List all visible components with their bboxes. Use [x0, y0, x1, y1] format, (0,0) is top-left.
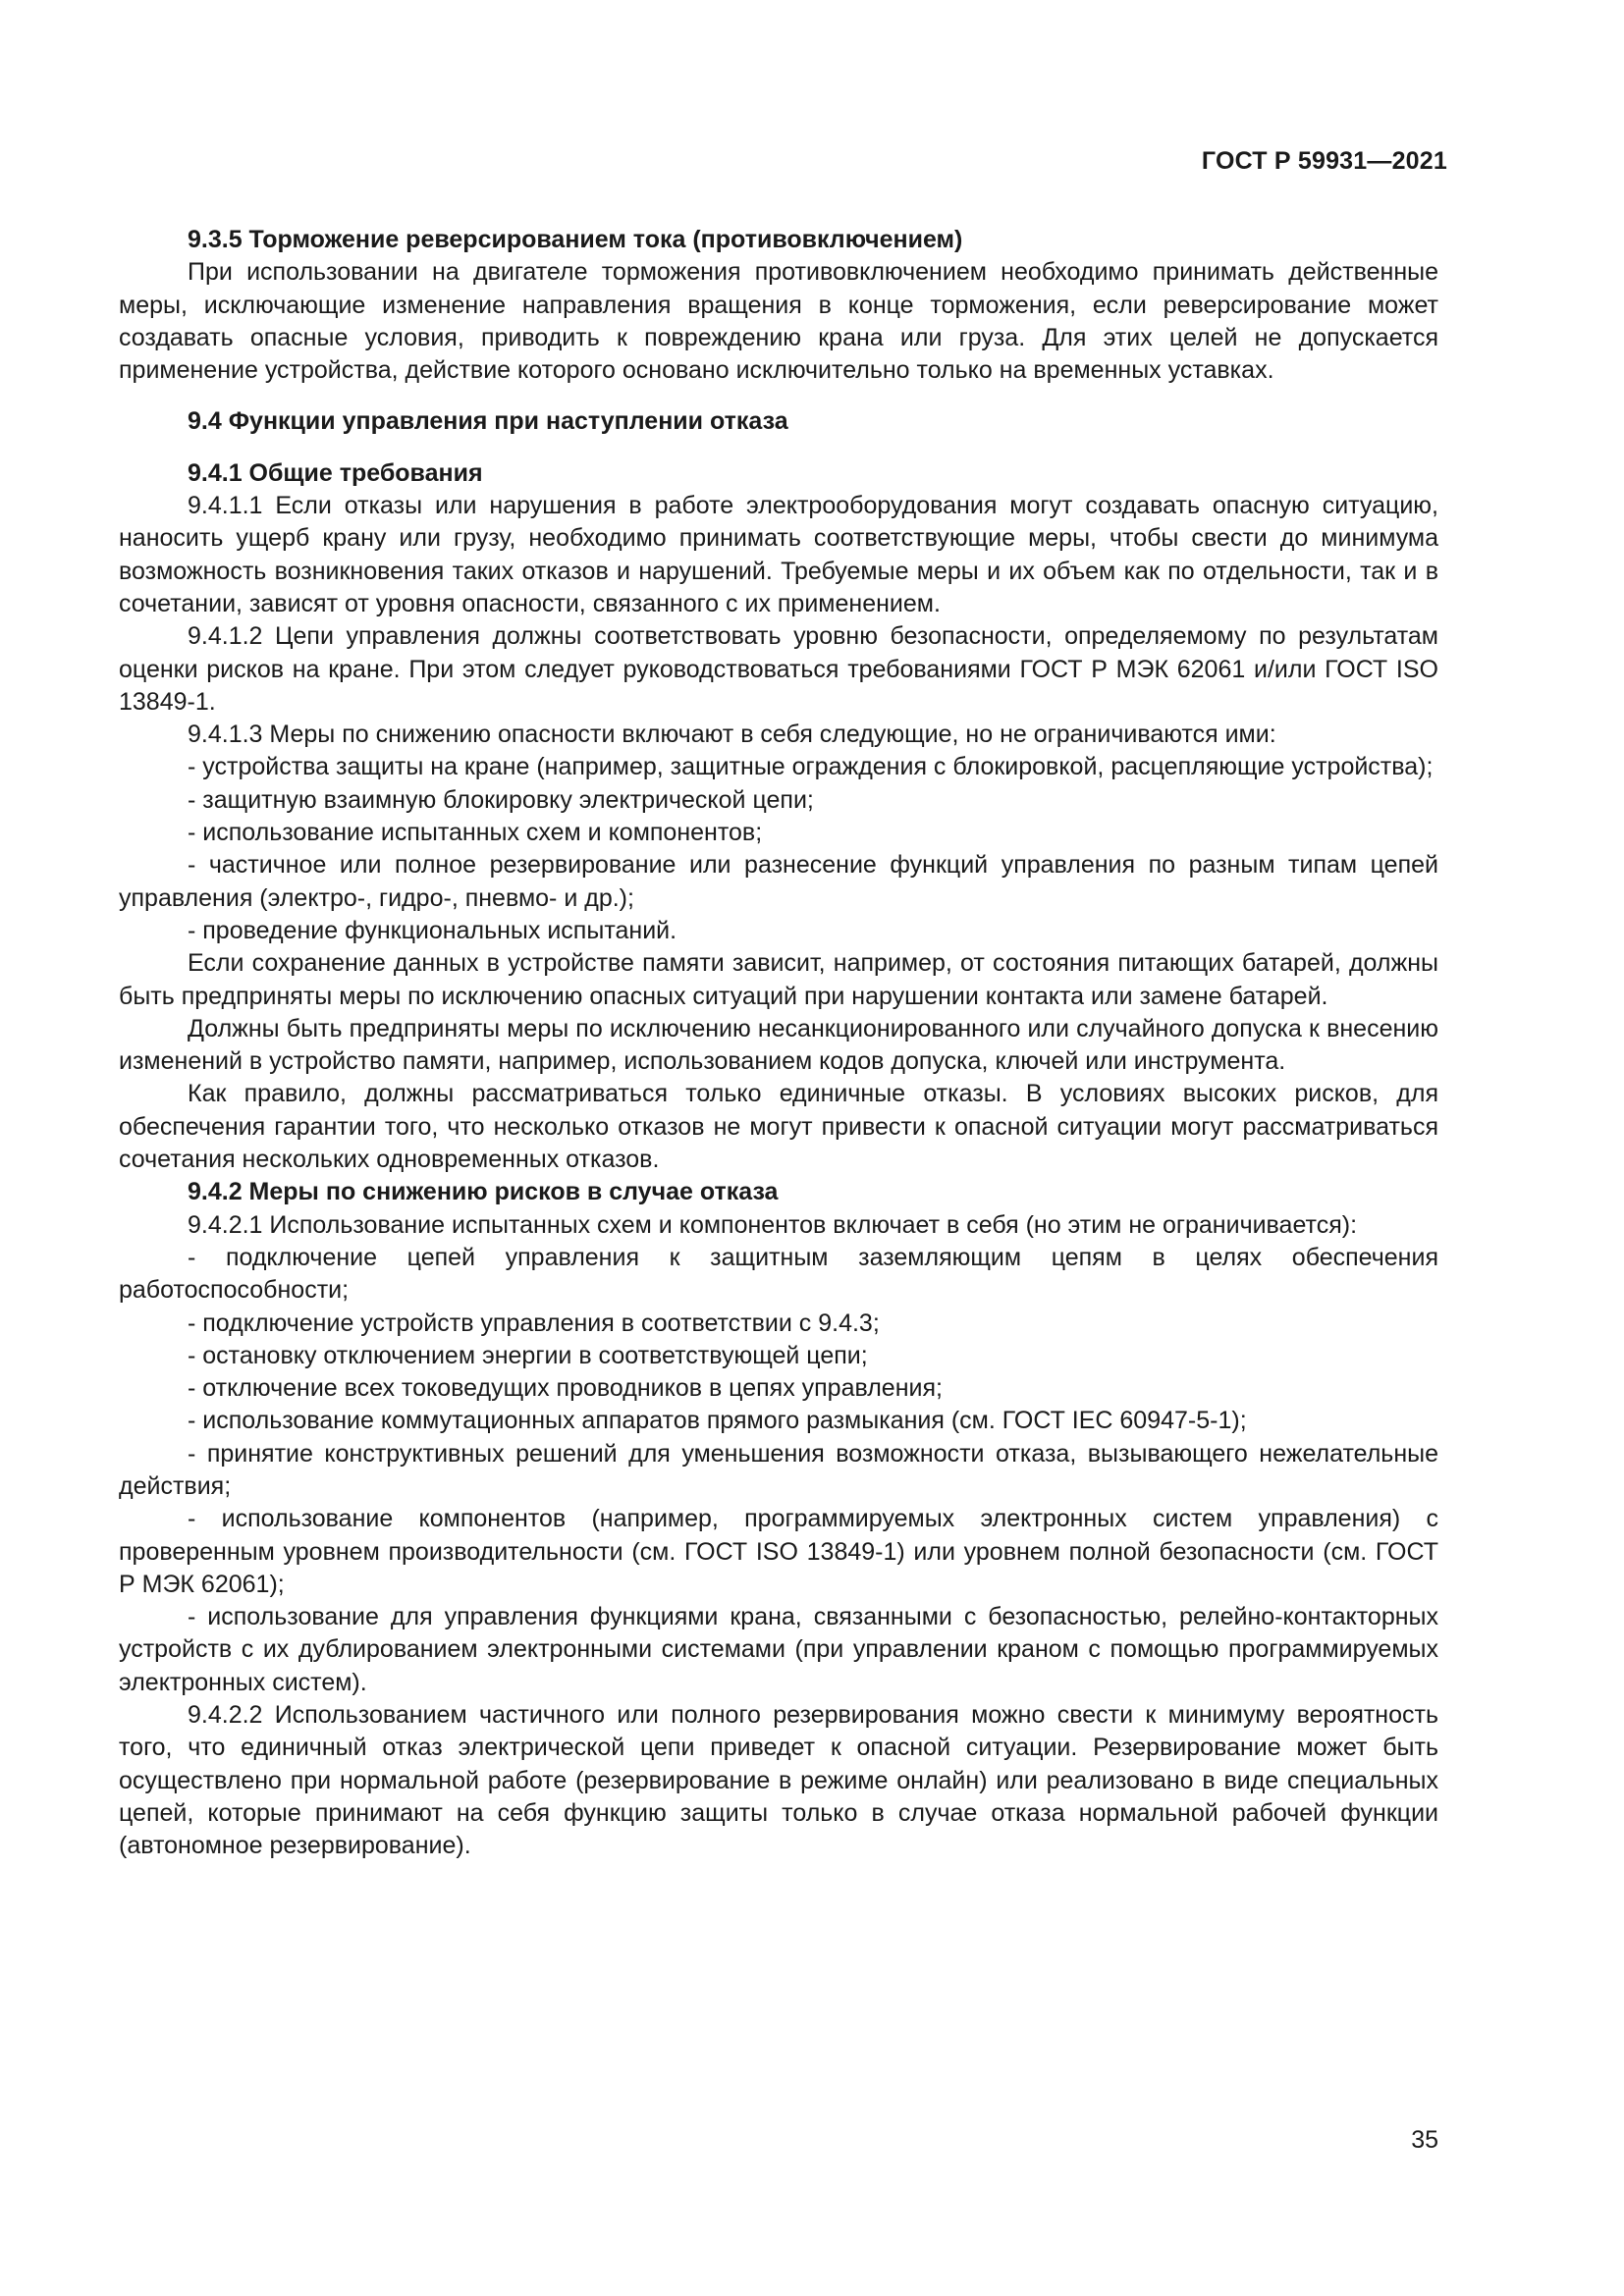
paragraph: При использовании на двигателе торможения противовключением необходимо принимать действенные меры, исключающие изменение направления вращения в конце торможения, если реверсирование может создавать опасные условия, приводить к повреждению крана или груза. Для этих целей не допускается применение устройства, действие которого основано исключительно только на временных уставках. [119, 258, 1438, 385]
paragraph: Как правило, должны рассматриваться только единичные отказы. В условиях высоких рисков, для обеспечения гарантии того, что несколько отказов не могут привести к опасной ситуации могут рассматриваться сочетания нескольких одновременных отказов. [119, 1080, 1438, 1174]
document-body [119, 224, 1438, 1863]
list-item: - использование испытанных схем и компонентов; [188, 819, 763, 847]
list-item: - использование компонентов (например, программируемых электронных систем управления) с проверенным уровнем производительности (см. ГОСТ ISO 13849-1) или уровнем полной безопасности (см. ГОСТ Р МЭК 62061); [119, 1505, 1438, 1598]
paragraph: 9.4.1.3 Меры по снижению опасности включают в себя следующие, но не ограничиваются ими: [188, 721, 1276, 749]
document-code-header: ГОСТ Р 59931—2021 [1201, 147, 1447, 175]
paragraph: 9.4.2.2 Использованием частичного или полного резервирования можно свести к минимуму вероятность того, что единичный отказ электрической цепи приведет к опасной ситуации. Резервирование может быть осуществлено при нормальной работе (резервирование в режиме онлайн) или реализовано в виде специальных цепей, которые принимают на себя функцию защиты только в случае отказа нормальной рабочей функции (автономное резервирование). [119, 1701, 1438, 1860]
section-heading-9-3-5: 9.3.5 Торможение реверсированием тока (противовключением) [188, 226, 963, 253]
list-item: - отключение всех токоведущих проводников в цепях управления; [188, 1374, 943, 1403]
paragraph: 9.4.2.1 Использование испытанных схем и компонентов включает в себя (но этим не ограничивается): [188, 1210, 1358, 1239]
list-item: - устройства защиты на кране (например, защитные ограждения с блокировкой, расцепляющие устройства); [188, 753, 1434, 781]
paragraph: Должны быть предприняты меры по исключению несанкционированного или случайного допуска к внесению изменений в устройство памяти, например, использованием кодов допуска, ключей или инструмента. [119, 1014, 1438, 1076]
paragraph: 9.4.1.1 Если отказы или нарушения в работе электрооборудования могут создавать опасную ситуацию, наносить ущерб крану или грузу, необходимо принимать соответствующие меры, чтобы свести до минимума возможность возникновения таких отказов и нарушений. Требуемые меры и их объем как по отдельности, так и в сочетании, зависят от уровня опасности, связанного с их применением. [119, 492, 1438, 617]
list-item: - подключение цепей управления к защитным заземляющим цепям в целях обеспечения работоспособности; [119, 1243, 1438, 1305]
list-item: - подключение устройств управления в соответствии с 9.4.3; [188, 1308, 880, 1337]
section-heading-9-4-1: 9.4.1 Общие требования [188, 458, 483, 487]
list-item: - принятие конструктивных решений для уменьшения возможности отказа, вызывающего нежелательные действия; [119, 1439, 1438, 1500]
list-item: - проведение функциональных испытаний. [188, 916, 677, 944]
list-item: - остановку отключением энергии в соответствующей цепи; [188, 1341, 868, 1369]
list-item: - защитную взаимную блокировку электрической цепи; [188, 785, 814, 814]
page-number: 35 [1411, 2126, 1438, 2154]
list-item: - использование коммутационных аппаратов прямого размыкания (см. ГОСТ IEC 60947-5-1); [188, 1407, 1247, 1435]
paragraph: Если сохранение данных в устройстве памяти зависит, например, от состояния питающих батарей, должны быть предприняты меры по исключению опасных ситуаций при нарушении контакта или замене батарей. [119, 949, 1438, 1010]
section-heading-9-4-2: 9.4.2 Меры по снижению рисков в случае отказа [188, 1178, 779, 1206]
paragraph: 9.4.1.2 Цепи управления должны соответствовать уровню безопасности, определяемому по результатам оценки рисков на кране. При этом следует руководствоваться требованиями ГОСТ Р МЭК 62061 и/или ГОСТ ISO 13849-1. [119, 622, 1438, 716]
list-item: - частичное или полное резервирование или разнесение функций управления по разным типам цепей управления (электро-, гидро-, пневмо- и др.); [119, 851, 1438, 912]
section-heading-9-4: 9.4 Функции управления при наступлении отказа [188, 407, 788, 436]
list-item: - использование для управления функциями крана, связанными с безопасностью, релейно-контакторных устройств с их дублированием электронными системами (при управлении краном с помощью программируемых электронных систем). [119, 1603, 1438, 1696]
